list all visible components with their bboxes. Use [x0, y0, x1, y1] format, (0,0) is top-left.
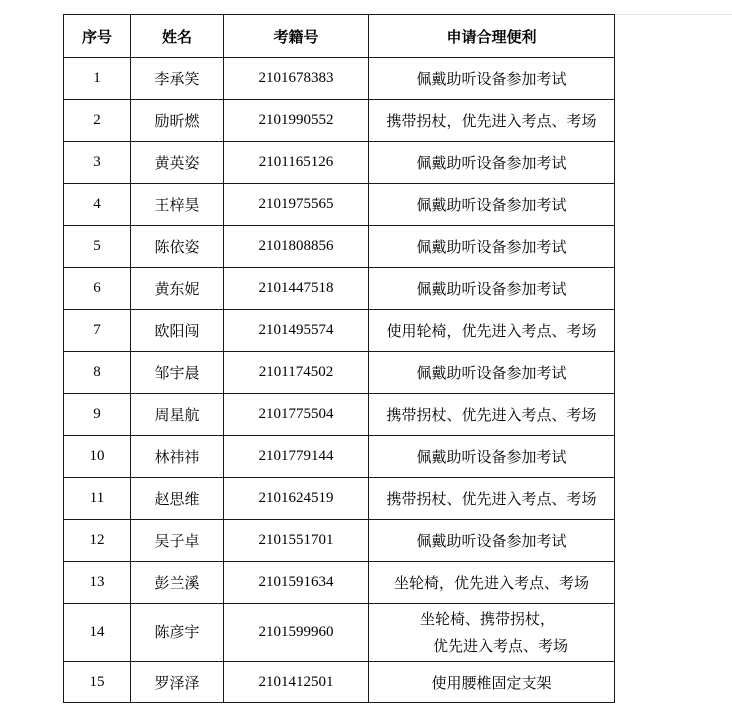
cell-seq: 12	[64, 520, 131, 562]
cell-name: 励昕燃	[131, 100, 224, 142]
cell-request: 携带拐杖、优先进入考点、考场	[369, 478, 615, 520]
cell-name: 黄东妮	[131, 268, 224, 310]
cell-request: 坐轮椅，优先进入考点、考场	[369, 562, 615, 604]
header-seq: 序号	[64, 15, 131, 58]
cell-name: 吴子卓	[131, 520, 224, 562]
cell-seq: 4	[64, 184, 131, 226]
table-row	[64, 58, 615, 100]
cell-request-line1: 坐轮椅、携带拐杖，	[420, 609, 556, 628]
header-name: 姓名	[131, 15, 224, 58]
table-row	[64, 394, 615, 436]
table-row	[64, 226, 615, 268]
cell-name: 陈依姿	[131, 226, 224, 268]
cell-seq: 13	[64, 562, 131, 604]
cell-name: 赵思维	[131, 478, 224, 520]
cell-exam-no: 2101551701	[224, 520, 369, 562]
cell-name: 欧阳闯	[131, 310, 224, 352]
table-row	[64, 100, 615, 142]
cell-name: 周星航	[131, 394, 224, 436]
cell-seq: 14	[64, 604, 131, 662]
cell-exam-no: 2101624519	[224, 478, 369, 520]
cell-name: 邹宇晨	[131, 352, 224, 394]
table-row	[64, 478, 615, 520]
cell-seq: 6	[64, 268, 131, 310]
header-exam-no: 考籍号	[224, 15, 369, 58]
table-row	[64, 310, 615, 352]
cell-exam-no: 2101447518	[224, 268, 369, 310]
accommodation-table	[63, 14, 615, 703]
cell-exam-no: 2101678383	[224, 58, 369, 100]
cell-exam-no: 2101775504	[224, 394, 369, 436]
cell-exam-no: 2101975565	[224, 184, 369, 226]
cell-name: 彭兰溪	[131, 562, 224, 604]
cell-seq: 2	[64, 100, 131, 142]
cell-name: 李承笑	[131, 58, 224, 100]
cell-exam-no: 2101412501	[224, 662, 369, 703]
cell-name: 陈彦宇	[131, 604, 224, 662]
table-row	[64, 268, 615, 310]
table-row	[64, 662, 615, 703]
cell-request: 佩戴助听设备参加考试	[369, 226, 615, 268]
cell-request: 使用腰椎固定支架	[369, 662, 615, 703]
table-row	[64, 184, 615, 226]
cell-seq: 10	[64, 436, 131, 478]
cell-request: 携带拐杖、优先进入考点、考场	[369, 394, 615, 436]
cell-exam-no: 2101990552	[224, 100, 369, 142]
cell-request: 佩戴助听设备参加考试	[369, 352, 615, 394]
table-row	[64, 352, 615, 394]
cell-exam-no: 2101808856	[224, 226, 369, 268]
table-row	[64, 142, 615, 184]
cell-request: 使用轮椅，优先进入考点、考场	[369, 310, 615, 352]
cell-name: 林祎祎	[131, 436, 224, 478]
cell-name: 罗泽泽	[131, 662, 224, 703]
cell-seq: 7	[64, 310, 131, 352]
cell-request	[369, 604, 615, 662]
cell-name: 王梓昊	[131, 184, 224, 226]
cell-exam-no: 2101495574	[224, 310, 369, 352]
cell-request: 佩戴助听设备参加考试	[369, 436, 615, 478]
top-rule	[614, 14, 732, 15]
cell-request: 佩戴助听设备参加考试	[369, 520, 615, 562]
cell-seq: 3	[64, 142, 131, 184]
cell-request: 携带拐杖，优先进入考点、考场	[369, 100, 615, 142]
cell-exam-no: 2101174502	[224, 352, 369, 394]
table-row	[64, 562, 615, 604]
cell-exam-no: 2101599960	[224, 604, 369, 662]
cell-request: 佩戴助听设备参加考试	[369, 58, 615, 100]
cell-exam-no: 2101591634	[224, 562, 369, 604]
cell-seq: 1	[64, 58, 131, 100]
cell-name: 黄英姿	[131, 142, 224, 184]
cell-exam-no: 2101779144	[224, 436, 369, 478]
header-request: 申请合理便利	[369, 15, 615, 58]
cell-seq: 9	[64, 394, 131, 436]
table-row	[64, 520, 615, 562]
cell-exam-no: 2101165126	[224, 142, 369, 184]
cell-seq: 5	[64, 226, 131, 268]
cell-seq: 15	[64, 662, 131, 703]
cell-request-line2: 优先进入考点、考场	[433, 636, 569, 655]
table-header-row	[64, 15, 615, 58]
table-row	[64, 604, 615, 662]
cell-seq: 8	[64, 352, 131, 394]
table-row	[64, 436, 615, 478]
cell-request: 佩戴助听设备参加考试	[369, 142, 615, 184]
cell-seq: 11	[64, 478, 131, 520]
cell-request: 佩戴助听设备参加考试	[369, 268, 615, 310]
cell-request: 佩戴助听设备参加考试	[369, 184, 615, 226]
